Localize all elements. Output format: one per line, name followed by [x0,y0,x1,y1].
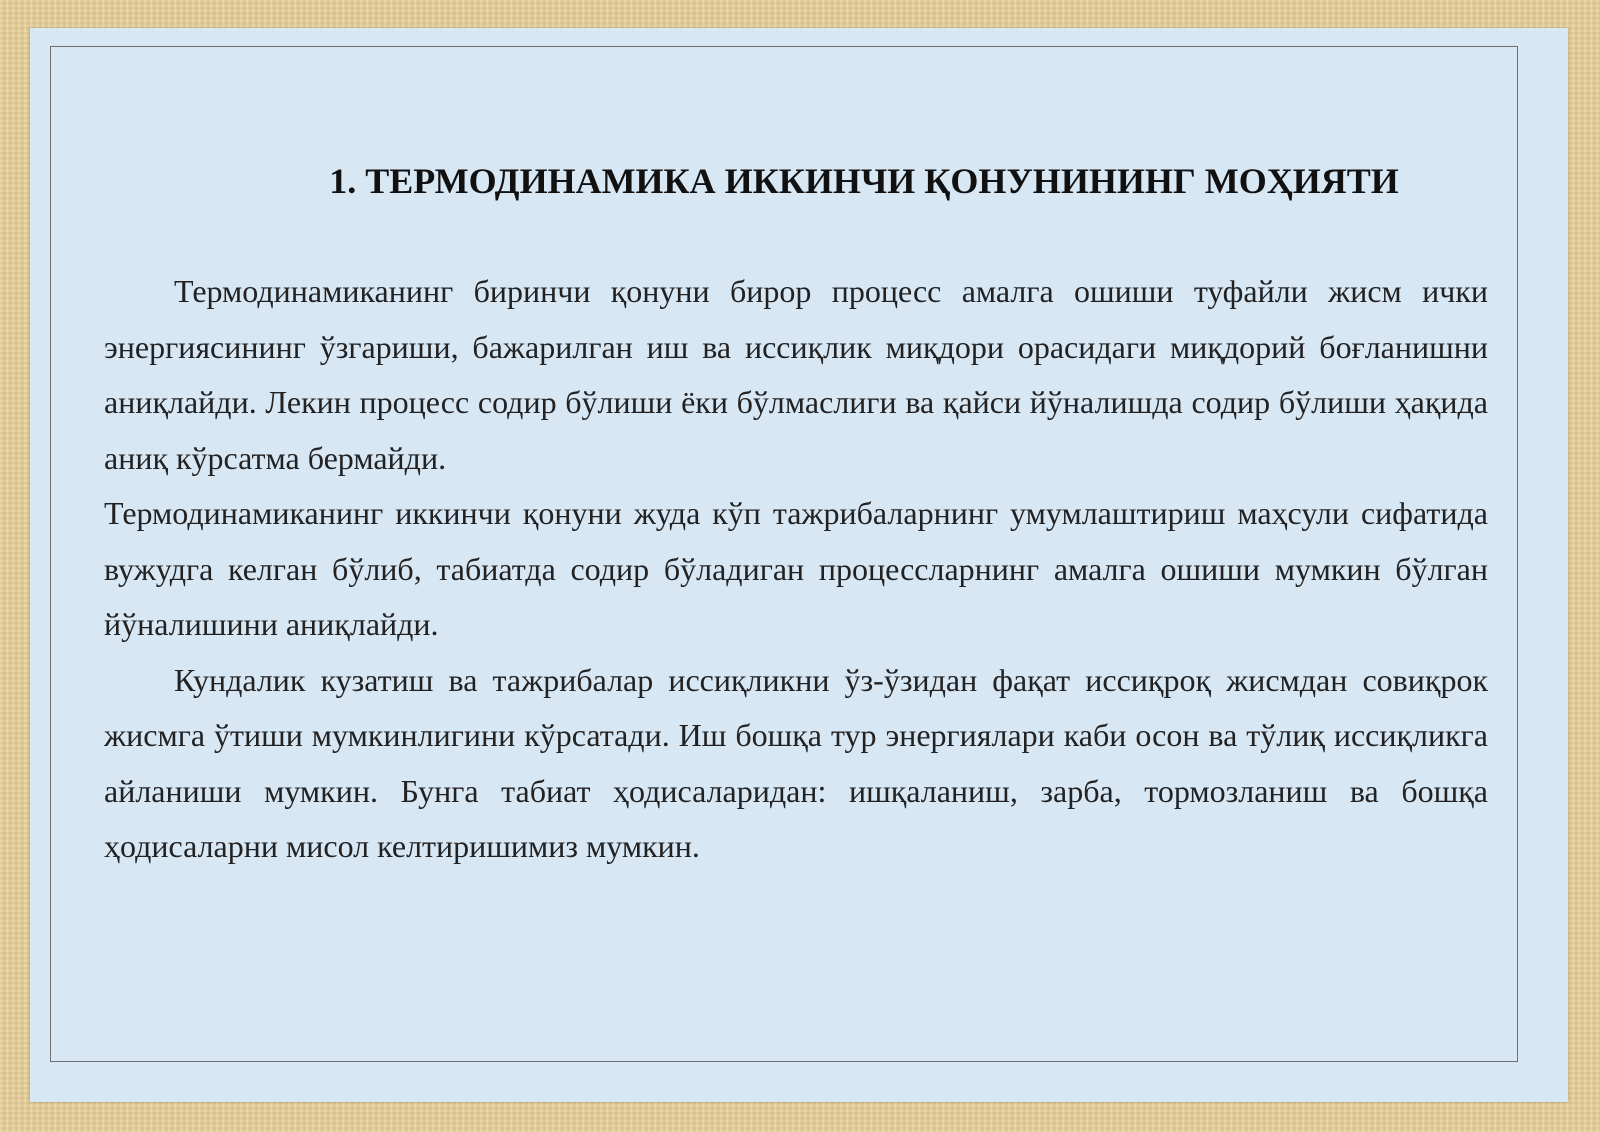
slide-title: 1. ТЕРМОДИНАМИКА ИККИНЧИ ҚОНУНИНИНГ МОҲИЯТИ [329,161,1399,201]
slide-panel [30,28,1568,1102]
paragraph-observations: Кундалик кузатиш ва тажрибалар иссиқликни ўз-ўзидан фақат иссиқроқ жисмдан совиқрок жисмга ўтиши мумкинлигини кўрсатади. Иш бошқа тур энергиялари каби осон ва тўлиқ иссиқликга айланиши мумкин. Бунга табиат ҳодисаларидан: ишқаланиш, зарба, тормозланиш ва бошқа ҳодисаларни мисол келтиришимиз мумкин. [104,661,1488,864]
paragraph-second-law: Термодинамиканинг иккинчи қонуни жуда кўп тажрибаларнинг умумлаштириш маҳсули сифатида вужудга келган бўлиб, табиатда содир бўладиган процессларнинг амалга ошиши мумкин бўлган йўналишини аниқлайди. [104,495,1488,642]
slide-body [104,264,1488,875]
paragraph-first-law: Термодинамиканинг биринчи қонуни бирор процесс амалга ошиши туфайли жисм ички энергиясининг ўзгариши, бажарилган иш ва иссиқлик миқдори орасидаги миқдорий боғланишни аниқлайди. Лекин процесс содир бўлиши ёки бўлмаслиги ва қайси йўналишда содир бўлиши ҳақида аниқ кўрсатма бермайди. [104,273,1488,476]
